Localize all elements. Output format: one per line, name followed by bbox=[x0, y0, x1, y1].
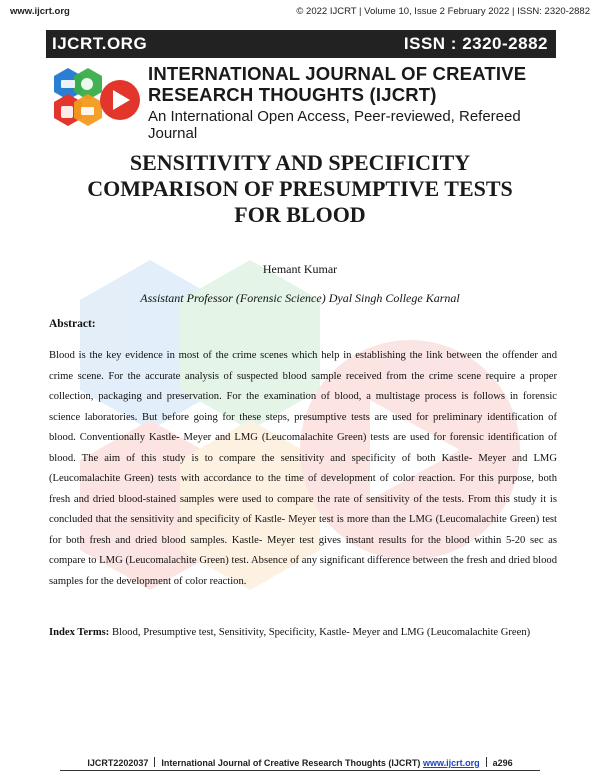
ijcrt-logo bbox=[46, 62, 142, 128]
paper-title-line-2: COMPARISON OF PRESUMPTIVE TESTS bbox=[87, 176, 513, 201]
page-footer bbox=[0, 757, 600, 768]
footer-journal: International Journal of Creative Research Thoughts (IJCRT) bbox=[161, 758, 421, 768]
index-terms bbox=[49, 624, 557, 642]
banner-site: IJCRT.ORG bbox=[52, 34, 148, 53]
footer-code: IJCRT2202037 bbox=[87, 758, 149, 768]
paper-title-line-3: FOR BLOOD bbox=[234, 202, 366, 227]
journal-subtitle: An International Open Access, Peer-reviewed, Refereed Journal bbox=[148, 108, 521, 142]
journal-title-line-2: RESEARCH THOUGHTS (IJCRT) bbox=[148, 84, 437, 105]
author-name: Hemant Kumar bbox=[262, 262, 338, 276]
paper-title bbox=[60, 150, 540, 228]
index-terms-label: Index Terms: bbox=[49, 627, 110, 638]
footer-rule bbox=[60, 770, 540, 771]
journal-title-line-1: INTERNATIONAL JOURNAL OF CREATIVE bbox=[148, 63, 527, 84]
banner-issn: ISSN : 2320-2882 bbox=[403, 34, 548, 53]
header-site[interactable]: www.ijcrt.org bbox=[10, 6, 70, 17]
page-header bbox=[10, 6, 590, 20]
footer-url-link[interactable]: www.ijcrt.org bbox=[422, 758, 480, 768]
header-issue-info: © 2022 IJCRT | Volume 10, Issue 2 February 2022 | ISSN: 2320-2882 bbox=[296, 6, 590, 17]
footer-separator bbox=[486, 757, 487, 767]
abstract-text: Blood is the key evidence in most of the crime scenes which help in establishing the link between the offender and crime scene. For the accurate analysis of suspected blood sample received from the crime scene require a proper collection, packaging and preservation. For the examination of blood, a multistage process is follows in forensic science laboratories. But before going for these steps, presumptive tests are used for preliminary identification of blood. Conventionally Kastle- Meyer and LMG (Leucomalachite Green) tests are used for forensic identification of blood. The aim of this study is to compare the sensitivity and specificity of both Kastle- Meyer and LMG (Leucomalachite Green) tests with accordance to the time of development of color reaction. For this purpose, both fresh and dried blood-stained samples were used to compare the rate of sensitivity of the tests. From this study it is concluded that the sensitivity and specificity of Kastle- Meyer test is more than the LMG (Leucomalachite Green) test for both fresh and dried blood samples. Kastle- Meyer test gives instant results for the blood within 5-20 sec as compare to LMG (Leucomalachite Green) test. Absence of any significant difference between the fresh and dried blood samples for the development of color reaction. bbox=[49, 350, 557, 587]
abstract-heading: Abstract: bbox=[49, 318, 96, 330]
author-affiliation: Assistant Professor (Forensic Science) Dyal Singh College Karnal bbox=[140, 291, 460, 305]
footer-page-number: a296 bbox=[492, 758, 513, 768]
index-terms-text: Blood, Presumptive test, Sensitivity, Specificity, Kastle- Meyer and LMG (Leucomalachite Green) bbox=[109, 627, 531, 638]
footer-separator bbox=[154, 757, 155, 767]
journal-banner bbox=[46, 30, 556, 58]
paper-title-line-1: SENSITIVITY AND SPECIFICITY bbox=[129, 150, 471, 175]
journal-title bbox=[148, 63, 558, 105]
